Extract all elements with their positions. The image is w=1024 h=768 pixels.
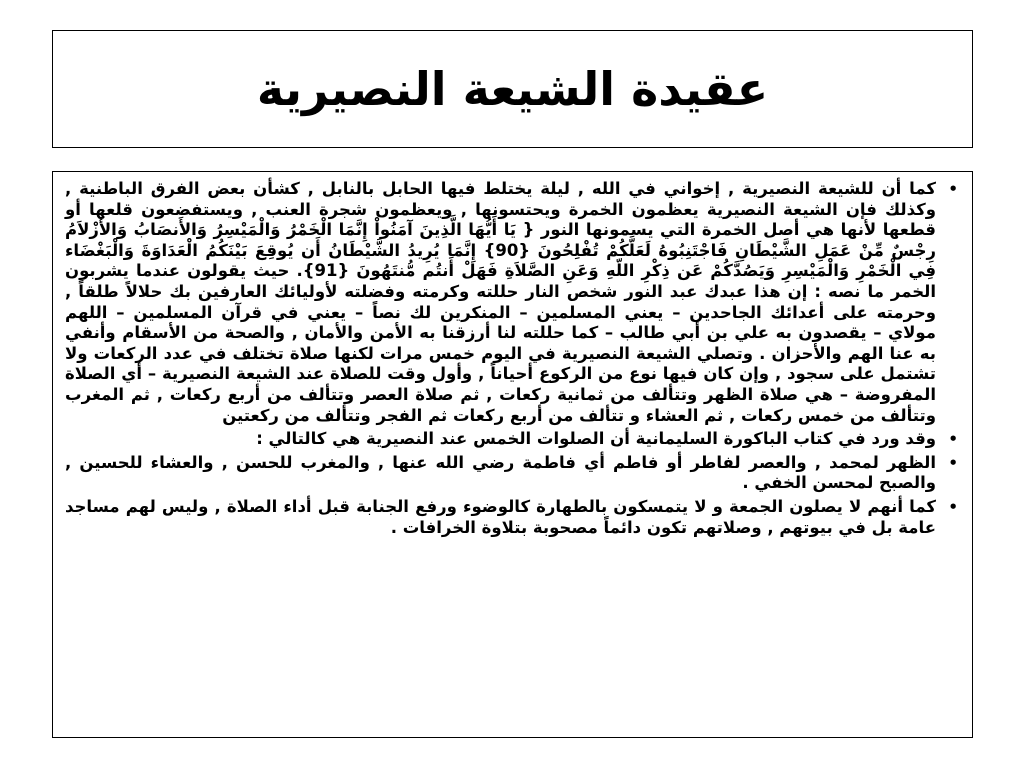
bullet-icon: • [948, 497, 958, 516]
title-box [52, 30, 973, 148]
bullet-icon: • [948, 430, 958, 449]
bullet-icon: • [948, 453, 958, 472]
bullet-item [65, 179, 962, 426]
bullet-item [65, 453, 962, 494]
bullet-text: كما أن للشيعة النصيرية , إخواني في الله , ليلة يختلط فيها الحابل بالنابل , كشأن بعض الفرق الباطنية , وكذلك فإن الشيعة النصيرية يعظمون الخمرة ويحتسونها , ويعظمون شجرة العنب , ويستفضعون قلعها أو قطعها لأنها هي أصل الخمرة التي يسمونها النور { يَا أَيُّهَا الَّذِينَ آمَنُواْ إِنَّمَا الْخَمْرُ وَالْمَيْسِرُ وَالأَنصَابُ وَالأَزْلاَمُ رِجْسٌ مِّنْ عَمَلِ الشَّيْطَانِ فَاجْتَنِبُوهُ لَعَلَّكُمْ تُفْلِحُونَ {90} إِنَّمَا يُرِيدُ الشَّيْطَانُ أَن يُوقِعَ بَيْنَكُمُ الْعَدَاوَةَ وَالْبَغْضَاء فِي الْخَمْرِ وَالْمَيْسِرِ وَيَصُدَّكُمْ عَن ذِكْرِ اللّهِ وَعَنِ الصَّلاَةِ فَهَلْ أَنتُم مُّنتَهُونَ {91}. حيث يقولون عندما يشربون الخمر ما نصه : إن هذا عبدك عبد النور شخص النار حللته وكرمته وفضلته لأوليائك العارفين بك حلالاً طلقاً , وحرمته على أعدائك الجاحدين – يعني المسلمين – المنكرين لك نصاً – يعني في قرآن المسلمين – اللهم مولاي – يقصدون به علي بن أبي طالب – كما حللته لنا أرزقنا به الأمن والأمان , والصحة من الأسقام وأنفي به عنا الهم والأحزان . وتصلي الشيعة النصيرية في اليوم خمس مرات لكنها صلاة تختلف في عدد الركعات ولا تشتمل على سجود , وإن كان فيها نوع من الركوع أحياناً , وأول وقت للصلاة عند الشيعة النصيرية – أي الصلاة المفروضة – هي صلاة الظهر وتتألف من ثمانية ركعات , ثم صلاة العصر وتتألف من أربع ركعات , ثم المغرب وتتألف من خمس ركعات , ثم العشاء و تتألف من أربع ركعات ثم الفجر وتتألف من ركعتين [65, 179, 937, 425]
bullet-icon: • [948, 180, 958, 198]
bullet-text: كما أنهم لا يصلون الجمعة و لا يتمسكون بالطهارة كالوضوء ورفع الجنابة قبل أداء الصلاة , وليس لهم مساجد عامة بل في بيوتهم , وصلاتهم تكون دائماً مصحوبة بتلاوة الخرافات . [65, 496, 936, 537]
bullet-item [65, 497, 962, 538]
content-box [52, 171, 973, 738]
bullet-text: وقد ورد في كتاب الباكورة السليمانية أن الصلوات الخمس عند النصيرية هي كالتالي : [256, 429, 936, 449]
bullet-item [65, 429, 962, 450]
bullet-text: الظهر لمحمد , والعصر لفاطر أو فاطم أي فاطمة رضي الله عنها , والمغرب للحسن , والعشاء للحسين , والصبح لمحسن الخفي . [65, 452, 936, 493]
slide-title: عقيدة الشيعة النصيرية [256, 62, 769, 116]
bullet-list [65, 179, 962, 538]
